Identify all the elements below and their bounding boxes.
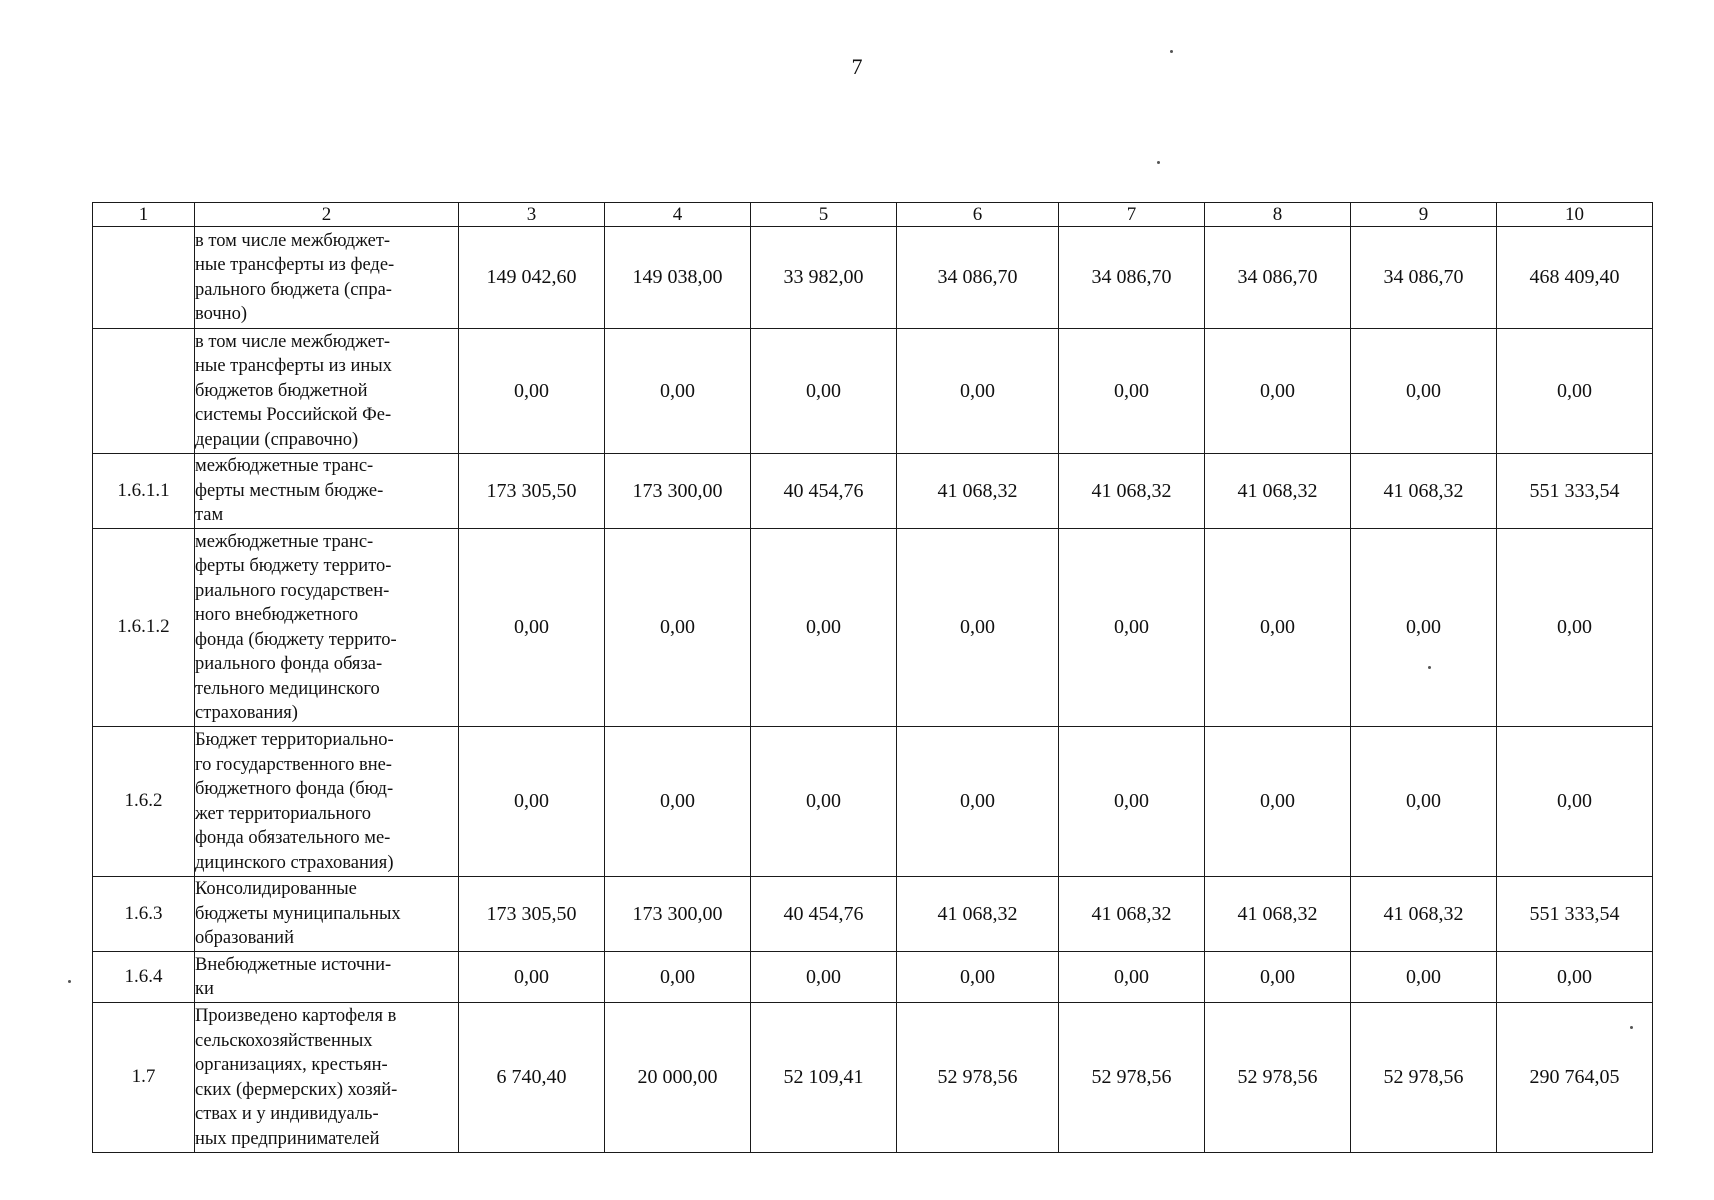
value-cell: 34 086,70 — [897, 227, 1059, 329]
value-cell: 0,00 — [605, 952, 751, 1003]
value-cell: 0,00 — [459, 727, 605, 877]
page-number: 7 — [851, 54, 863, 79]
value-cell: 0,00 — [751, 727, 897, 877]
value-cell: 0,00 — [1059, 329, 1205, 454]
value-cell: 0,00 — [459, 529, 605, 727]
scan-speck — [1157, 161, 1160, 164]
value-cell: 0,00 — [1497, 952, 1653, 1003]
value-cell: 0,00 — [897, 727, 1059, 877]
value-cell: 173 300,00 — [605, 454, 751, 529]
value-cell: 149 038,00 — [605, 227, 751, 329]
value-cell: 0,00 — [605, 329, 751, 454]
value-cell: 0,00 — [897, 952, 1059, 1003]
value-cell: 0,00 — [1351, 727, 1497, 877]
value-cell: 0,00 — [605, 727, 751, 877]
value-cell: 0,00 — [1059, 952, 1205, 1003]
value-cell: 41 068,32 — [1351, 877, 1497, 952]
header-cell: 2 — [195, 203, 459, 227]
value-cell: 468 409,40 — [1497, 227, 1653, 329]
value-cell: 52 978,56 — [1059, 1003, 1205, 1153]
row-name: Бюджет территориально- го государственного вне- бюджетного фонда (бюд- жет территориального фонда обязательного ме- дицинского страхования) — [195, 727, 459, 877]
table-row — [93, 454, 1653, 529]
table-row — [93, 727, 1653, 877]
value-cell: 20 000,00 — [605, 1003, 751, 1153]
value-cell: 0,00 — [1497, 329, 1653, 454]
value-cell: 0,00 — [605, 529, 751, 727]
value-cell: 0,00 — [897, 329, 1059, 454]
value-cell: 0,00 — [751, 952, 897, 1003]
header-cell: 7 — [1059, 203, 1205, 227]
table-container — [92, 202, 1652, 1153]
value-cell: 0,00 — [1059, 727, 1205, 877]
table-row — [93, 329, 1653, 454]
value-cell: 34 086,70 — [1351, 227, 1497, 329]
row-name: в том числе межбюджет- ные трансферты из феде- рального бюджета (спра- вочно) — [195, 227, 459, 329]
header-cell: 3 — [459, 203, 605, 227]
scan-speck — [1170, 50, 1173, 53]
value-cell: 52 978,56 — [1205, 1003, 1351, 1153]
value-cell: 0,00 — [751, 329, 897, 454]
value-cell: 33 982,00 — [751, 227, 897, 329]
table-row — [93, 227, 1653, 329]
value-cell: 41 068,32 — [1351, 454, 1497, 529]
value-cell: 290 764,05 — [1497, 1003, 1653, 1153]
value-cell: 41 068,32 — [897, 454, 1059, 529]
row-code: 1.6.1.2 — [93, 529, 195, 727]
value-cell: 551 333,54 — [1497, 454, 1653, 529]
value-cell: 0,00 — [1497, 727, 1653, 877]
value-cell: 173 305,50 — [459, 877, 605, 952]
value-cell: 0,00 — [1059, 529, 1205, 727]
table-row — [93, 1003, 1653, 1153]
value-cell: 34 086,70 — [1205, 227, 1351, 329]
row-code — [93, 227, 195, 329]
value-cell: 40 454,76 — [751, 877, 897, 952]
header-cell: 5 — [751, 203, 897, 227]
value-cell: 52 978,56 — [897, 1003, 1059, 1153]
value-cell: 149 042,60 — [459, 227, 605, 329]
header-cell: 6 — [897, 203, 1059, 227]
scan-speck — [1428, 666, 1431, 669]
table-row — [93, 952, 1653, 1003]
table-row — [93, 877, 1653, 952]
value-cell: 52 978,56 — [1351, 1003, 1497, 1153]
row-code — [93, 329, 195, 454]
row-name: Консолидированные бюджеты муниципальных образований — [195, 877, 459, 952]
value-cell: 6 740,40 — [459, 1003, 605, 1153]
value-cell: 40 454,76 — [751, 454, 897, 529]
value-cell: 0,00 — [1351, 329, 1497, 454]
value-cell: 41 068,32 — [897, 877, 1059, 952]
table-row — [93, 529, 1653, 727]
value-cell: 41 068,32 — [1205, 454, 1351, 529]
row-code: 1.6.3 — [93, 877, 195, 952]
header-cell: 4 — [605, 203, 751, 227]
header-cell: 8 — [1205, 203, 1351, 227]
header-cell: 10 — [1497, 203, 1653, 227]
row-name: в том числе межбюджет- ные трансферты из иных бюджетов бюджетной системы Российской Фе- дерации (справочно) — [195, 329, 459, 454]
value-cell: 41 068,32 — [1059, 454, 1205, 529]
value-cell: 173 305,50 — [459, 454, 605, 529]
value-cell: 0,00 — [459, 952, 605, 1003]
scan-speck — [1630, 1026, 1633, 1029]
row-name: межбюджетные транс- ферты местным бюдже- там — [195, 454, 459, 529]
data-table — [92, 202, 1653, 1153]
value-cell: 52 109,41 — [751, 1003, 897, 1153]
value-cell: 0,00 — [1205, 952, 1351, 1003]
value-cell: 0,00 — [751, 529, 897, 727]
scan-speck — [68, 980, 71, 983]
header-cell: 9 — [1351, 203, 1497, 227]
value-cell: 0,00 — [1351, 529, 1497, 727]
row-code: 1.6.2 — [93, 727, 195, 877]
row-name: Внебюджетные источни- ки — [195, 952, 459, 1003]
value-cell: 0,00 — [1497, 529, 1653, 727]
row-name: Произведено картофеля в сельскохозяйственных организациях, крестьян- ских (фермерских) хозяй- ствах и у индивидуаль- ных предпринимателей — [195, 1003, 459, 1153]
header-cell: 1 — [93, 203, 195, 227]
value-cell: 0,00 — [1351, 952, 1497, 1003]
header-row — [93, 203, 1653, 227]
value-cell: 34 086,70 — [1059, 227, 1205, 329]
value-cell: 0,00 — [1205, 329, 1351, 454]
row-code: 1.6.4 — [93, 952, 195, 1003]
row-code: 1.7 — [93, 1003, 195, 1153]
value-cell: 0,00 — [459, 329, 605, 454]
row-code: 1.6.1.1 — [93, 454, 195, 529]
value-cell: 0,00 — [1205, 727, 1351, 877]
value-cell: 0,00 — [1205, 529, 1351, 727]
value-cell: 551 333,54 — [1497, 877, 1653, 952]
value-cell: 41 068,32 — [1059, 877, 1205, 952]
value-cell: 41 068,32 — [1205, 877, 1351, 952]
value-cell: 173 300,00 — [605, 877, 751, 952]
value-cell: 0,00 — [897, 529, 1059, 727]
row-name: межбюджетные транс- ферты бюджету террито- риального государствен- ного внебюджетного фонда (бюджету террито- риального фонда обяза- тельного медицинского страхования) — [195, 529, 459, 727]
